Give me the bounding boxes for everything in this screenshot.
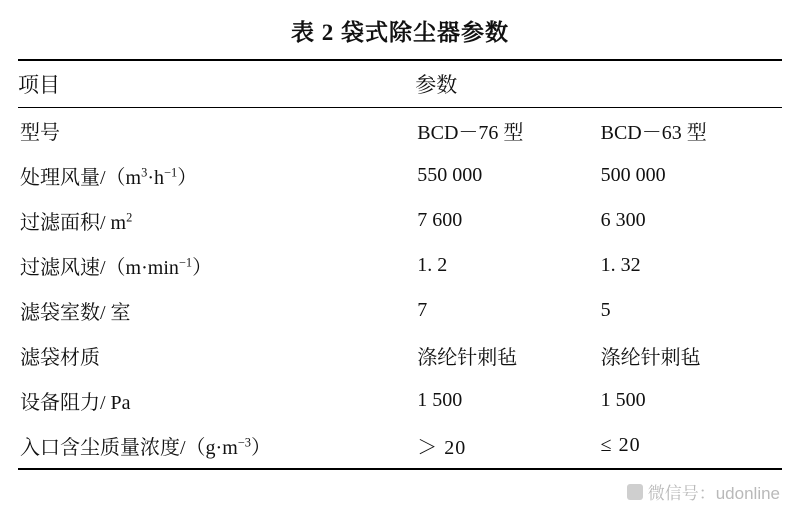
row-value-inlet-dust-concentration-b: ≤ 20 [600,434,641,456]
row-label-chamber-count: 滤袋室数/ 室 [20,302,131,324]
row-value-airflow-a: 550 000 [417,164,483,186]
row-value-airflow-b: 500 000 [600,164,666,186]
row-label-filter-area: 过滤面积/ $m^2$ [20,210,133,234]
table-row [18,423,782,468]
row-label-airflow: 处理风量$/(m^3\cdot h^{-1})$ [20,165,198,189]
parameters-table-body [18,108,782,468]
wechat-icon [627,484,643,500]
table-row [18,333,782,378]
parameters-table [18,61,782,107]
table-header-row [18,61,782,107]
row-label-inlet-dust-concentration: 入口含尘质量浓度$/(g\cdot m^{-3})$ [20,435,271,459]
row-value-chamber-count-a: 7 [417,299,428,321]
table-row [18,198,782,243]
table-row [18,243,782,288]
table-bottom-rule [18,468,782,470]
watermark [627,479,780,504]
row-label-bag-material: 滤袋材质 [20,347,100,369]
row-value-filter-speed-b: 1. 32 [600,254,641,276]
row-label-model: 型号 [20,122,60,144]
row-value-chamber-count-b: 5 [600,299,611,321]
row-value-bag-material-b: 涤纶针刺毡 [600,347,701,369]
row-value-bag-material-a: 涤纶针刺毡 [417,347,518,369]
row-label-filter-speed: 过滤风速$/(m\cdot\min^{-1})$ [20,255,213,279]
table-row [18,108,782,153]
row-value-inlet-dust-concentration-a: ＞ 20 [417,437,467,459]
table-row [18,288,782,333]
row-value-resistance-b: 1 500 [600,389,646,411]
row-value-filter-area-b: 6 300 [600,209,646,231]
table-row [18,378,782,423]
header-cell-param: 参数 [415,73,458,97]
table-row [18,153,782,198]
row-value-model-b: BCD－63 型 [600,122,707,144]
row-value-resistance-a: 1 500 [417,389,463,411]
row-value-filter-area-a: 7 600 [417,209,463,231]
header-cell-item: 项目 [18,73,60,97]
watermark-text: 微信号：udonline [647,484,780,503]
row-value-model-a: BCD－76 型 [417,122,524,144]
table-caption: 表 2 袋式除尘器参数 [291,20,509,45]
row-value-filter-speed-a: 1. 2 [417,254,448,276]
row-label-resistance: 设备阻力/ Pa [20,392,131,414]
